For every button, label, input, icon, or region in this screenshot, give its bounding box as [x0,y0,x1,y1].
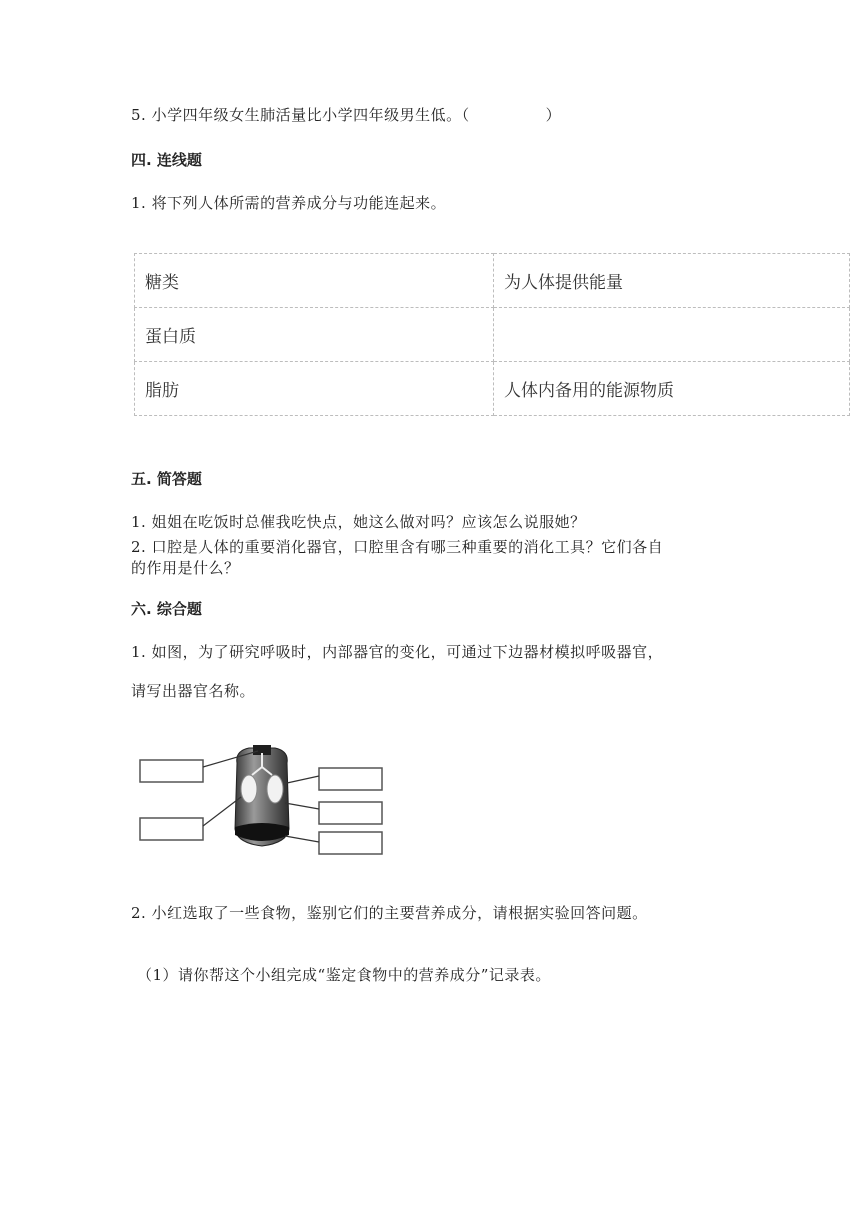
bell-jar-lung-model [137,743,387,855]
section-4-title: 四. 连线题 [131,151,202,169]
section-5-question-2: 2. 口腔是人体的重要消化器官，口腔里含有哪三种重要的消化工具？它们各自 [131,538,664,556]
label-box-right-2[interactable] [319,802,382,824]
question-5-text: 5. 小学四年级女生肺活量比小学四年级男生低。（ [131,106,470,124]
label-box-top-left[interactable] [140,760,203,782]
label-box-bottom-left[interactable] [140,818,203,840]
question-5 [131,104,561,125]
label-box-right-3[interactable] [319,832,382,854]
section-4-question-1: 1. 将下列人体所需的营养成分与功能连起来。 [131,194,447,212]
section-6-question-1-cont: 请写出器官名称。 [131,682,256,700]
table-row [135,254,850,308]
table-row [135,362,850,416]
function-cell: 人体内备用的能源物质 [494,362,850,416]
section-5-question-2-cont: 的作用是什么？ [131,559,240,577]
nutrient-cell: 脂肪 [135,362,494,416]
section-6-question-2-sub-1: （1）请你帮这个小组完成“鉴定食物中的营养成分”记录表。 [137,966,551,984]
section-6-title: 六. 综合题 [131,600,202,618]
table-row [135,308,850,362]
section-6-question-1: 1. 如图，为了研究呼吸时，内部器官的变化，可通过下边器材模拟呼吸器官， [131,643,664,661]
function-cell [494,308,850,362]
function-cell: 为人体提供能量 [494,254,850,308]
matching-table [134,253,850,416]
nutrient-cell: 糖类 [135,254,494,308]
label-box-right-1[interactable] [319,768,382,790]
lung-model-figure [137,743,387,855]
section-5-question-1: 1. 姐姐在吃饭时总催我吃快点，她这么做对吗？应该怎么说服她？ [131,513,586,531]
nutrient-cell: 蛋白质 [135,308,494,362]
question-5-close: ） [545,106,562,124]
section-5-title: 五. 简答题 [131,470,202,488]
section-6-question-2: 2. 小红选取了一些食物，鉴别它们的主要营养成分，请根据实验回答问题。 [131,904,648,922]
